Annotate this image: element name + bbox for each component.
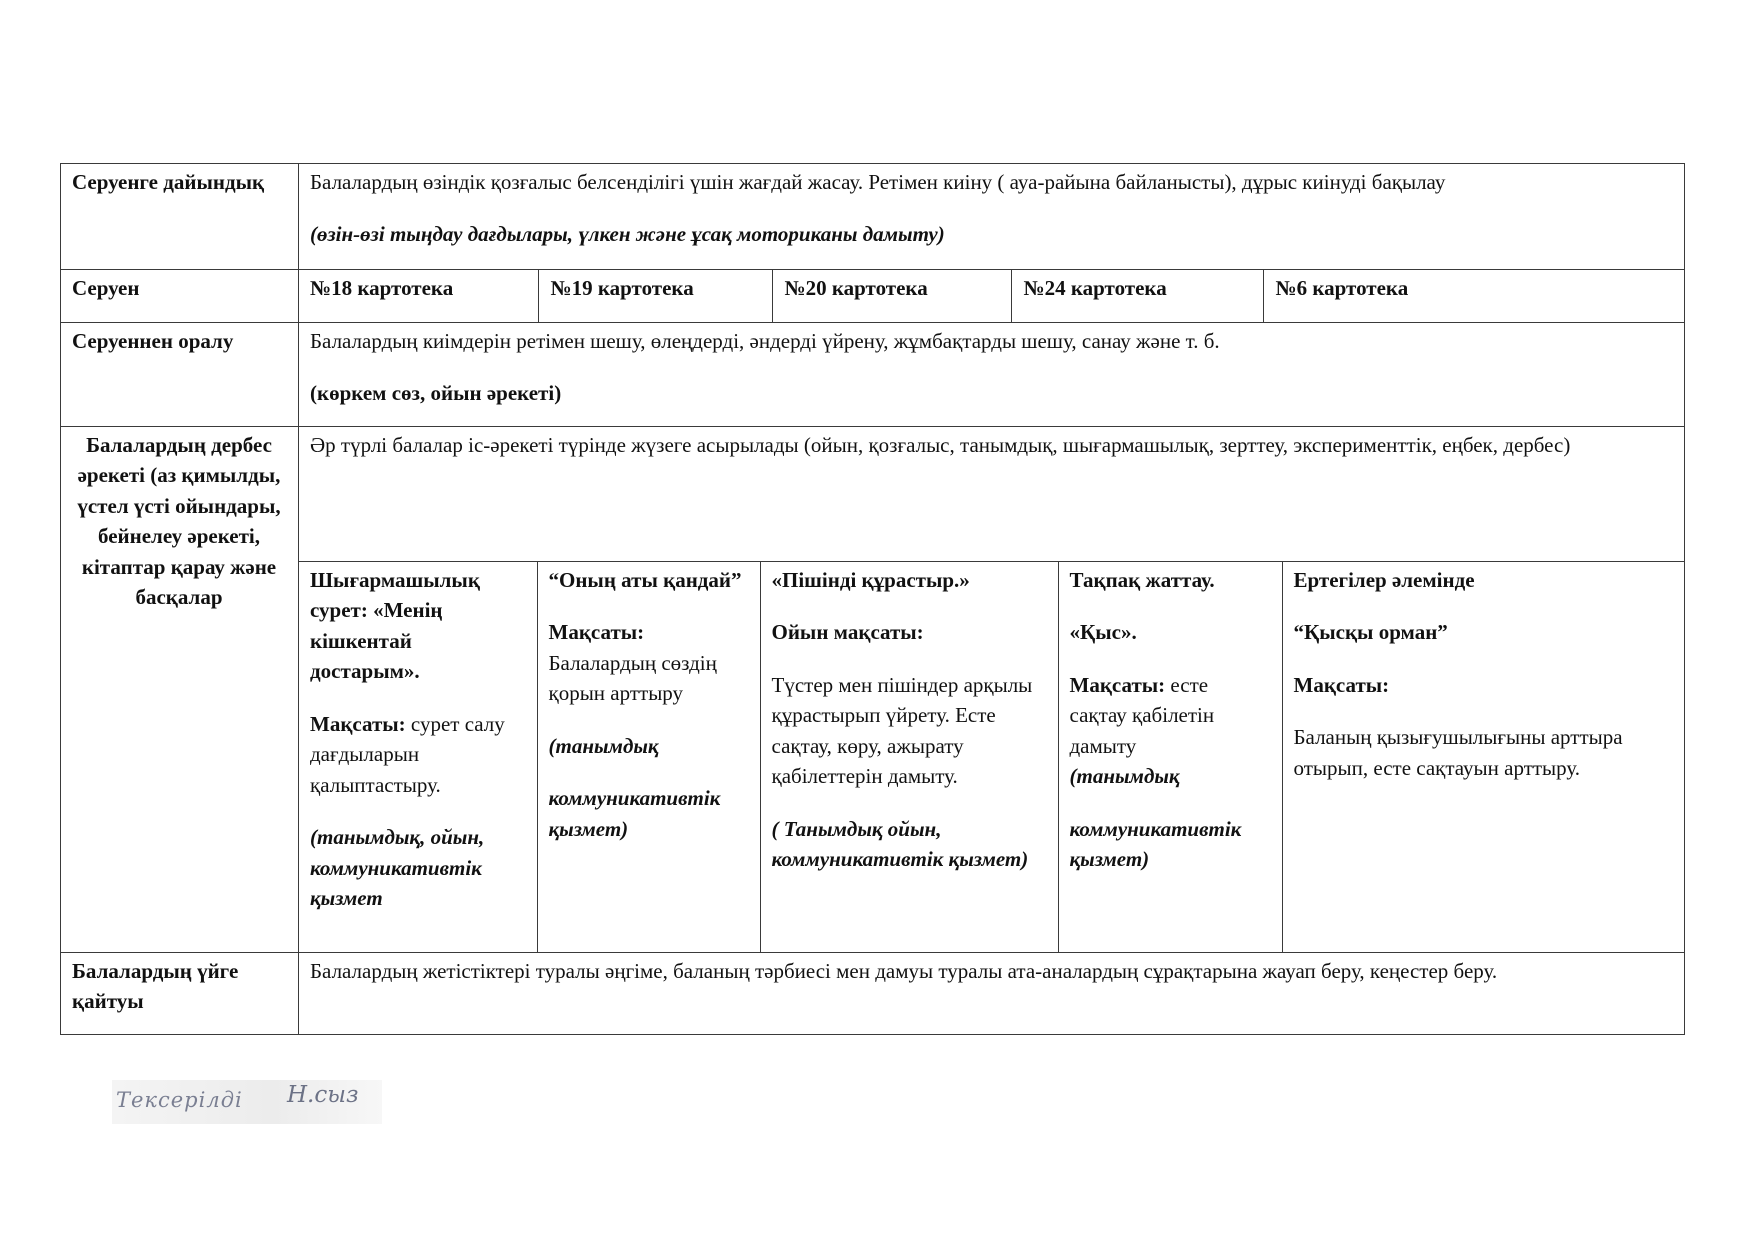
activity-note: (танымдық [548, 733, 659, 758]
card-item: №18 картотека [310, 276, 454, 300]
activity-title: “Оның аты қандай” [548, 568, 742, 592]
activity-card [299, 562, 537, 952]
activity-card [1282, 562, 1684, 952]
row-label: Серуен [61, 270, 299, 323]
row-content [299, 270, 1685, 323]
row-going-home [61, 953, 1685, 1035]
card-item: №19 картотека [538, 270, 772, 322]
row-walk-preparation [61, 164, 1685, 270]
card-list [310, 270, 1672, 322]
activity-title: Ертегілер әлемінде [1293, 568, 1475, 592]
row-label: Балалардың үйге қайтуы [61, 953, 299, 1035]
activity-note: коммуникативтік қызмет) [548, 786, 721, 841]
goal-text: Түстер мен пішіндер арқылы құрастырып үйрету. Есте сақтау, көру, ажырату қабілеттерін дамыту. [771, 672, 1033, 789]
activity-grid-cell [299, 562, 1685, 953]
activity-card [537, 562, 760, 952]
row-content [299, 427, 1685, 562]
row-label: Серуенге дайындық [61, 164, 299, 270]
activity-title: Шығармашылық сурет: «Менің кішкентай достарым». [310, 568, 480, 684]
goal-text: Балалардың сөздің қорын арттыру [548, 650, 717, 706]
goal-label: Мақсаты: [1069, 672, 1166, 697]
signature-text: Тексерілді [116, 1088, 243, 1112]
signature-stamp [112, 1080, 382, 1124]
activity-subtitle: “Қысқы орман” [1293, 620, 1448, 645]
activity-note: (танымдық, ойын, коммуникативтік қызмет [310, 825, 485, 910]
card-item: №6 картотека [1263, 270, 1672, 322]
goal-label: Мақсаты: [1293, 672, 1390, 697]
row-note: (көркем сөз, ойын әрекеті) [310, 381, 562, 406]
activity-card [760, 562, 1058, 952]
goal-text: Баланың қызығушылығыны арттыра отырып, есте сақтауын арттыру. [1293, 725, 1623, 780]
card-item: №24 картотека [1011, 270, 1263, 322]
signature-mark: Н.сыз [287, 1082, 359, 1108]
goal-label: Мақсаты: [310, 711, 406, 736]
activity-note: (танымдық [1069, 764, 1180, 789]
row-walk-return [61, 323, 1685, 427]
row-independent-activity [61, 427, 1685, 562]
row-note: (өзін-өзі тыңдау дағдылары, үлкен және ұсақ моториканы дамыту) [310, 222, 945, 247]
goal-text: сурет салу дағдыларын қалыптастыру. [310, 711, 505, 797]
activity-subtitle: «Қыс». [1069, 620, 1137, 645]
activity-note: коммуникативтік қызмет) [1069, 816, 1242, 872]
activity-note: ( Танымдық ойын, коммуникативтік қызмет) [771, 816, 1029, 872]
row-label: Балалардың дербес әрекеті (аз қимылды, үстел үсті ойындары, бейнелеу әрекеті, кітаптар қарау және басқалар [61, 427, 299, 953]
row-content [299, 164, 1685, 270]
row-text: Балалардың жетістіктері туралы әңгіме, баланың тәрбиесі мен дамуы туралы ата-аналардың сұрақтарына жауап беру, кеңестер беру. [310, 959, 1498, 983]
row-content [299, 953, 1685, 1035]
row-text: Балалардың киімдерін ретімен шешу, өлеңдерді, әндерді үйрену, жұмбақтарды шешу, санау және т. б. [310, 329, 1220, 353]
row-activities [61, 562, 1685, 953]
row-content [299, 323, 1685, 427]
activity-title: Тақпақ жаттау. [1069, 568, 1215, 592]
row-label: Серуеннен оралу [61, 323, 299, 427]
goal-text: есте сақтау қабілетін дамыту [1069, 672, 1215, 758]
activity-card [1058, 562, 1282, 952]
row-text: Әр түрлі балалар іс-әрекеті түрінде жүзеге асырылады (ойын, қозғалыс, танымдық, шығармашылық, зерттеу, эксперименттік, еңбек, дербес) [310, 433, 1571, 457]
activity-goal [1070, 670, 1270, 761]
daily-plan-table [60, 163, 1685, 1035]
card-item: №20 картотека [772, 270, 1011, 322]
goal-label: Мақсаты: [548, 620, 645, 645]
activity-title: «Пішінді құрастыр.» [771, 568, 970, 592]
activity-goal [310, 709, 525, 800]
row-text: Балалардың өзіндік қозғалыс белсенділігі үшін жағдай жасау. Ретімен киіну ( ауа-райына байланысты), дұрыс киінуді бақылау [310, 170, 1446, 194]
activity-grid [299, 562, 1684, 952]
goal-label: Ойын мақсаты: [771, 620, 924, 645]
row-walk [61, 270, 1685, 323]
